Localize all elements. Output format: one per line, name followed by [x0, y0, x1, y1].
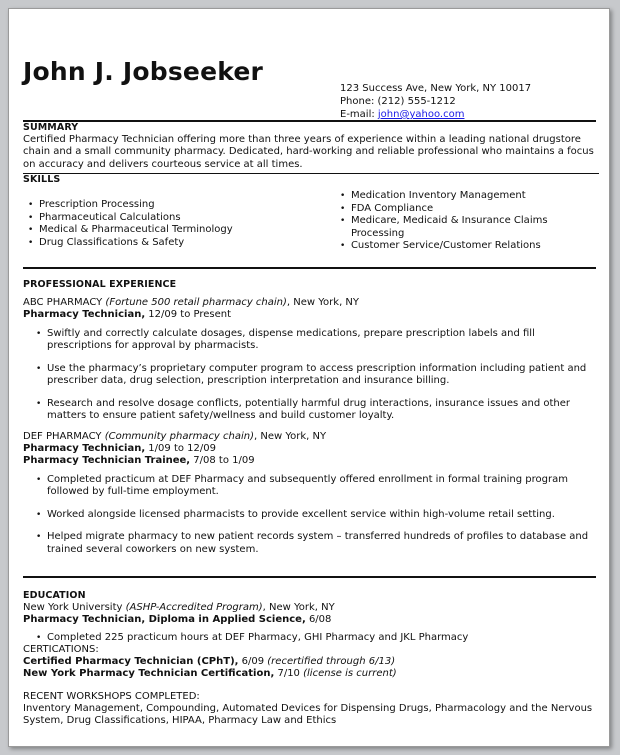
role-title: Pharmacy Technician,: [23, 309, 146, 321]
degree-date: 6/08: [305, 614, 332, 626]
list-item: • Pharmaceutical Calculations: [23, 212, 335, 225]
education-bullets: [23, 632, 599, 644]
role-dates: 7/08 to 1/09: [190, 455, 255, 467]
list-item: • Completed 225 practicum hours at DEF Pharmacy, GHI Pharmacy and JKL Pharmacy: [23, 632, 599, 644]
list-item: • Use the pharmacy’s proprietary computer program to access prescription information including patient and prescriber data, drug selection, prescription interpretation and insurance billing.: [23, 363, 599, 388]
summary-text: Certified Pharmacy Technician offering more than three years of experience within a leading national drugstore chain and a small community pharmacy. Dedicated, hard-working and reliable professional who maintains a focus on accuracy and delivers courteous service at all times.: [23, 134, 594, 170]
workshops-title: RECENT WORKSHOPS COMPLETED:: [23, 690, 200, 702]
role-dates: 12/09 to Present: [145, 309, 232, 321]
divider: [23, 576, 596, 578]
workshops-text: Inventory Management, Compounding, Automated Devices for Dispensing Drugs, Pharmacology and the Nervous System, Drug Classifications, HIPAA, Pharmacy Law and Ethics: [23, 702, 593, 727]
cert-line: [23, 656, 599, 668]
candidate-name: John J. Jobseeker: [23, 57, 264, 86]
degree: Pharmacy Technician, Diploma in Applied Science,: [23, 614, 306, 626]
employer-note: (Fortune 500 retail pharmacy chain): [105, 297, 287, 309]
list-item: • Helped migrate pharmacy to new patient records system – transferred hundreds of profiles to database and trained several coworkers on new system.: [23, 531, 599, 556]
role-line: [23, 455, 599, 467]
cert-date: 7/10: [274, 668, 304, 680]
list-item: • Medicare, Medicaid & Insurance Claims Processing: [335, 215, 599, 240]
employer-location: , New York, NY: [286, 297, 360, 309]
address: 123 Success Ave, New York, NY 10017: [340, 83, 532, 94]
skills-section: [23, 174, 599, 253]
cert-line: [23, 668, 599, 680]
list-item: • Completed practicum at DEF Pharmacy and subsequently offered enrollment in formal training program followed by full-time employment.: [23, 474, 599, 499]
phone: Phone: (212) 555-1212: [340, 96, 456, 107]
list-item: • FDA Compliance: [335, 203, 599, 216]
skills-column-2: [335, 190, 599, 253]
job-bullets: [23, 328, 599, 423]
list-item: • Prescription Processing: [23, 199, 335, 212]
section-title: SUMMARY: [23, 122, 79, 133]
cert-note: (license is current): [303, 668, 397, 680]
list-item: • Research and resolve dosage conflicts, potentially harmful drug interactions, insurance issues and other matters to ensure patient safety/wellness and build customer loyalty.: [23, 398, 599, 423]
employer: DEF PHARMACY: [23, 430, 102, 442]
list-item: • Swiftly and correctly calculate dosages, dispense medications, prepare prescription labels and fill prescriptions for approval by pharmacists.: [23, 328, 599, 353]
cert-note: (recertified through 6/13): [267, 656, 396, 668]
employer-line: [23, 297, 599, 309]
education-section: [23, 590, 599, 727]
resume-page: [8, 8, 610, 747]
school-note: (ASHP-Accredited Program): [125, 602, 263, 614]
degree-line: [23, 614, 599, 626]
resume-body: [23, 122, 599, 727]
job-def: [23, 431, 599, 556]
skills-column-1: [23, 199, 335, 253]
role-title: Pharmacy Technician Trainee,: [23, 455, 191, 467]
school: New York University: [23, 602, 123, 614]
job-bullets: [23, 474, 599, 557]
section-title: PROFESSIONAL EXPERIENCE: [23, 278, 177, 290]
email-link[interactable]: john@yahoo.com: [377, 109, 465, 120]
list-item: • Worked alongside licensed pharmacists to provide excellent service within high-volume retail setting.: [23, 509, 599, 521]
cert-date: 6/09: [238, 656, 268, 668]
email-label: E-mail:: [340, 109, 378, 120]
cert-name: Certified Pharmacy Technician (CPhT),: [23, 656, 239, 668]
role-line: [23, 309, 599, 321]
employer-location: , New York, NY: [254, 430, 327, 442]
employer-line: [23, 431, 599, 443]
section-title: EDUCATION: [23, 590, 86, 601]
section-title: SKILLS: [23, 173, 61, 185]
list-item: • Drug Classifications & Safety: [23, 237, 335, 250]
summary-section: [23, 122, 599, 171]
employer-note: (Community pharmacy chain): [104, 430, 255, 442]
role-line: [23, 443, 599, 455]
list-item: • Medical & Pharmaceutical Terminology: [23, 224, 335, 237]
role-dates: 1/09 to 12/09: [145, 443, 216, 455]
role-title: Pharmacy Technician,: [23, 443, 146, 455]
certifications-title: CERTICATIONS:: [23, 644, 99, 656]
list-item: • Medication Inventory Management: [335, 190, 599, 203]
school-location: , New York, NY: [262, 602, 335, 614]
contact-block: [340, 82, 531, 121]
job-abc: [23, 297, 599, 422]
cert-name: New York Pharmacy Technician Certification,: [23, 668, 275, 680]
list-item: • Customer Service/Customer Relations: [335, 240, 599, 253]
school-line: [23, 602, 599, 614]
experience-section: [23, 279, 599, 556]
employer: ABC PHARMACY: [23, 297, 103, 309]
